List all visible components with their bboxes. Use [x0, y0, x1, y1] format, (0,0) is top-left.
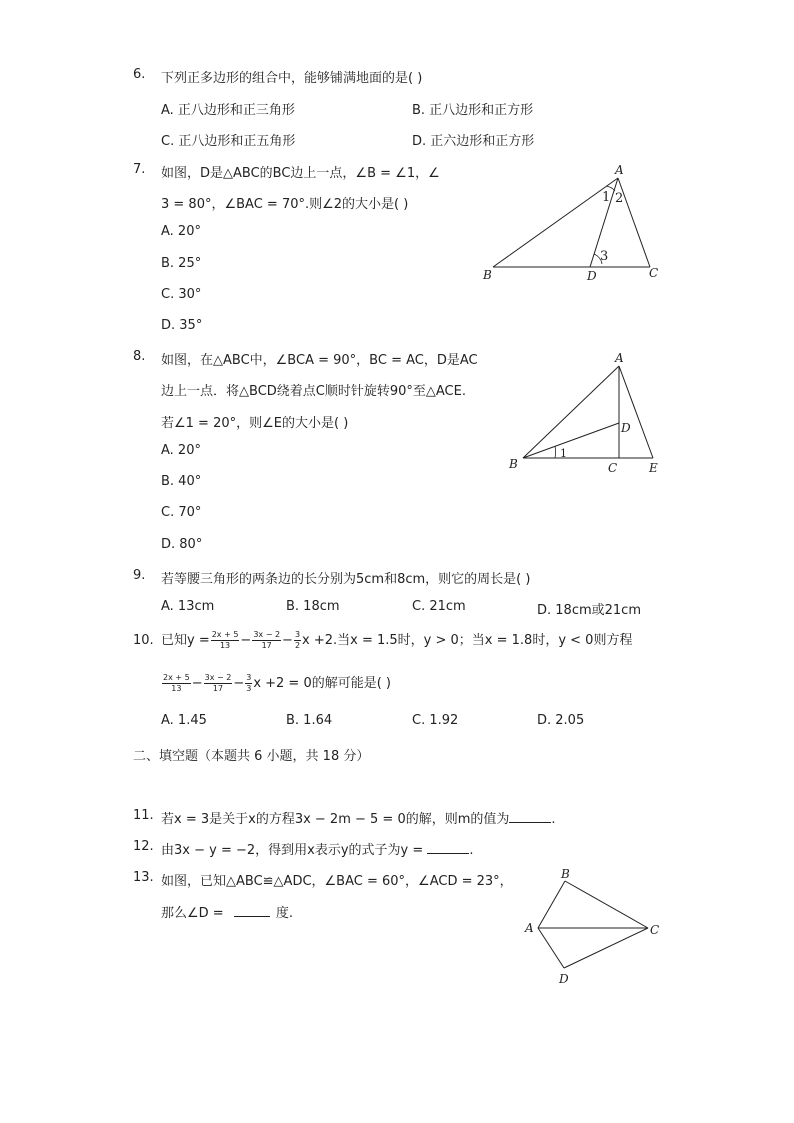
- q10-eq-fraction-3: [245, 673, 252, 694]
- q10-eq-fraction-2-numerator: 3x − 2: [204, 673, 232, 682]
- q10-tail-1: x +2.当x = 1.5时，y > 0；当x = 1.8时，y < 0则方程: [302, 633, 633, 648]
- q10-fraction-1: [211, 630, 240, 651]
- q10-fraction-2-denominator: 17: [261, 641, 272, 650]
- q12-stem: 由3x − y = −2，得到用x表示y的式子为y =: [161, 843, 428, 858]
- q7-angle-2-label: 2: [615, 191, 624, 206]
- q10-fraction-3-numerator: 3: [294, 630, 301, 639]
- q10-stem-line2: [161, 670, 391, 698]
- q8-label-e: E: [649, 461, 658, 475]
- q7-label-d: D: [587, 269, 597, 283]
- q9-stem: 若等腰三角形的两条边的长分别为5cm和8cm，则它的周长是( ): [161, 572, 531, 587]
- q7-stem-line2: 3 = 80°，∠BAC = 70°.则∠2的大小是( ): [161, 197, 409, 212]
- q10-eq-minus-1: −: [191, 676, 203, 691]
- q11-number: 11.: [133, 808, 154, 823]
- q11-line: [161, 808, 556, 827]
- q10-option-a: A. 1.45: [161, 713, 207, 728]
- q11-period: .: [551, 812, 556, 827]
- q7-option-d: D. 35°: [161, 318, 203, 333]
- q8-label-c: C: [608, 461, 618, 475]
- q7-triangle-figure: [478, 160, 678, 285]
- section-2-heading: 二、填空题（本题共 6 小题，共 18 分）: [133, 749, 370, 764]
- q6-option-d: D. 正六边形和正方形: [412, 134, 535, 149]
- q6-number: 6.: [133, 67, 146, 82]
- q10-eq-fraction-1-denominator: 13: [171, 684, 182, 693]
- q13-stem-after: 度.: [275, 906, 293, 921]
- q10-option-d: D. 2.05: [537, 713, 585, 728]
- q8-stem-line2: 边上一点．将△BCD绕着点C顺时针旋转90°至△ACE.: [161, 384, 466, 399]
- q8-label-b: B: [509, 457, 518, 471]
- q9-option-c: C. 21cm: [412, 599, 466, 614]
- q8-number: 8.: [133, 349, 146, 364]
- q7-stem-line1: 如图，D是△ABC的BC边上一点，∠B = ∠1，∠: [161, 166, 440, 181]
- q10-eq-fraction-2-denominator: 17: [212, 684, 224, 693]
- q8-stem-line1: 如图，在△ABC中，∠BCA = 90°，BC = AC，D是AC: [161, 353, 478, 368]
- q8-label-d: D: [621, 421, 631, 435]
- q10-eq-fraction-3-denominator: 3: [246, 684, 252, 693]
- q13-label-d: D: [559, 972, 569, 986]
- q13-side-bc: [565, 881, 648, 928]
- q7-label-a: A: [615, 163, 624, 177]
- q6-option-b: B. 正八边形和正方形: [412, 103, 534, 118]
- q8-option-c: C. 70°: [161, 505, 202, 520]
- q7-option-a: A. 20°: [161, 224, 201, 239]
- q13-label-c: C: [650, 923, 660, 937]
- q13-answer-blank[interactable]: [234, 905, 270, 917]
- q11-answer-blank[interactable]: [509, 811, 551, 823]
- q10-prefix: 已知y =: [161, 633, 210, 648]
- q13-side-ab: [538, 881, 565, 928]
- q10-fraction-2: [252, 630, 281, 651]
- q10-fraction-1-numerator: 2x + 5: [211, 630, 239, 639]
- q12-number: 12.: [133, 839, 154, 854]
- q10-eq-fraction-2: [204, 673, 233, 694]
- q8-label-a: A: [615, 351, 624, 365]
- q10-fraction-2-numerator: 3x − 2: [253, 630, 281, 639]
- q10-tail-2: x +2 = 0的解可能是( ): [253, 676, 392, 691]
- q8-option-d: D. 80°: [161, 537, 203, 552]
- q6-option-a: A. 正八边形和正三角形: [161, 103, 295, 118]
- q12-answer-blank[interactable]: [427, 842, 469, 854]
- q10-eq-fraction-1: [162, 673, 191, 694]
- q7-label-b: B: [483, 268, 492, 282]
- q13-label-a: A: [525, 921, 534, 935]
- q13-stem-line1: 如图，已知△ABC≌△ADC，∠BAC = 60°，∠ACD = 23°，: [161, 874, 513, 889]
- q11-stem: 若x = 3是关于x的方程3x − 2m − 5 = 0的解，则m的值为: [161, 812, 510, 827]
- q7-angle-3-label: 3: [600, 249, 609, 264]
- q13-side-ad: [538, 928, 564, 968]
- q10-fraction-3-denominator: 2: [294, 641, 301, 650]
- q7-number: 7.: [133, 162, 146, 177]
- q12-line: [161, 839, 474, 858]
- q6-option-c: C. 正八边形和正五角形: [161, 134, 296, 149]
- q10-option-b: B. 1.64: [286, 713, 333, 728]
- q10-eq-minus-2: −: [233, 676, 245, 691]
- q10-eq-fraction-1-numerator: 2x + 5: [163, 673, 190, 682]
- q7-angle-1-label: 1: [602, 190, 611, 205]
- q13-congruent-figure: [520, 862, 670, 992]
- q13-side-dc: [564, 928, 648, 968]
- q10-fraction-3: [294, 630, 301, 651]
- q13-label-b: B: [561, 867, 570, 881]
- q10-eq-fraction-3-numerator: 3: [246, 673, 252, 682]
- q7-label-c: C: [649, 266, 659, 280]
- q8-option-a: A. 20°: [161, 443, 201, 458]
- q10-number: 10.: [133, 633, 154, 648]
- q12-period: .: [469, 843, 474, 858]
- q8-angle-1-label: 1: [560, 447, 567, 460]
- q10-option-c: C. 1.92: [412, 713, 459, 728]
- q7-option-b: B. 25°: [161, 256, 202, 271]
- q9-number: 9.: [133, 568, 146, 583]
- q13-stem-before: 那么∠D =: [161, 906, 228, 921]
- q8-stem-line3: 若∠1 = 20°，则∠E的大小是( ): [161, 416, 349, 431]
- q10-fraction-1-denominator: 13: [219, 641, 231, 650]
- q9-option-b: B. 18cm: [286, 599, 340, 614]
- q9-option-d: D. 18cm或21cm: [537, 603, 641, 618]
- q6-stem: 下列正多边形的组合中，能够铺满地面的是( ): [161, 71, 423, 86]
- q7-option-c: C. 30°: [161, 287, 202, 302]
- q10-minus-1: −: [240, 633, 252, 648]
- q8-rotation-figure: [505, 348, 675, 476]
- q10-minus-2: −: [282, 633, 293, 648]
- q8-segment-bd: [523, 423, 619, 458]
- q8-angle-1-arc: [555, 446, 556, 458]
- q9-option-a: A. 13cm: [161, 599, 215, 614]
- q13-number: 13.: [133, 870, 154, 885]
- q8-side-ab: [523, 366, 619, 458]
- q13-stem-line2: [161, 902, 293, 921]
- q8-side-ae: [619, 366, 653, 458]
- q10-stem-line1: [161, 627, 632, 655]
- q8-option-b: B. 40°: [161, 474, 202, 489]
